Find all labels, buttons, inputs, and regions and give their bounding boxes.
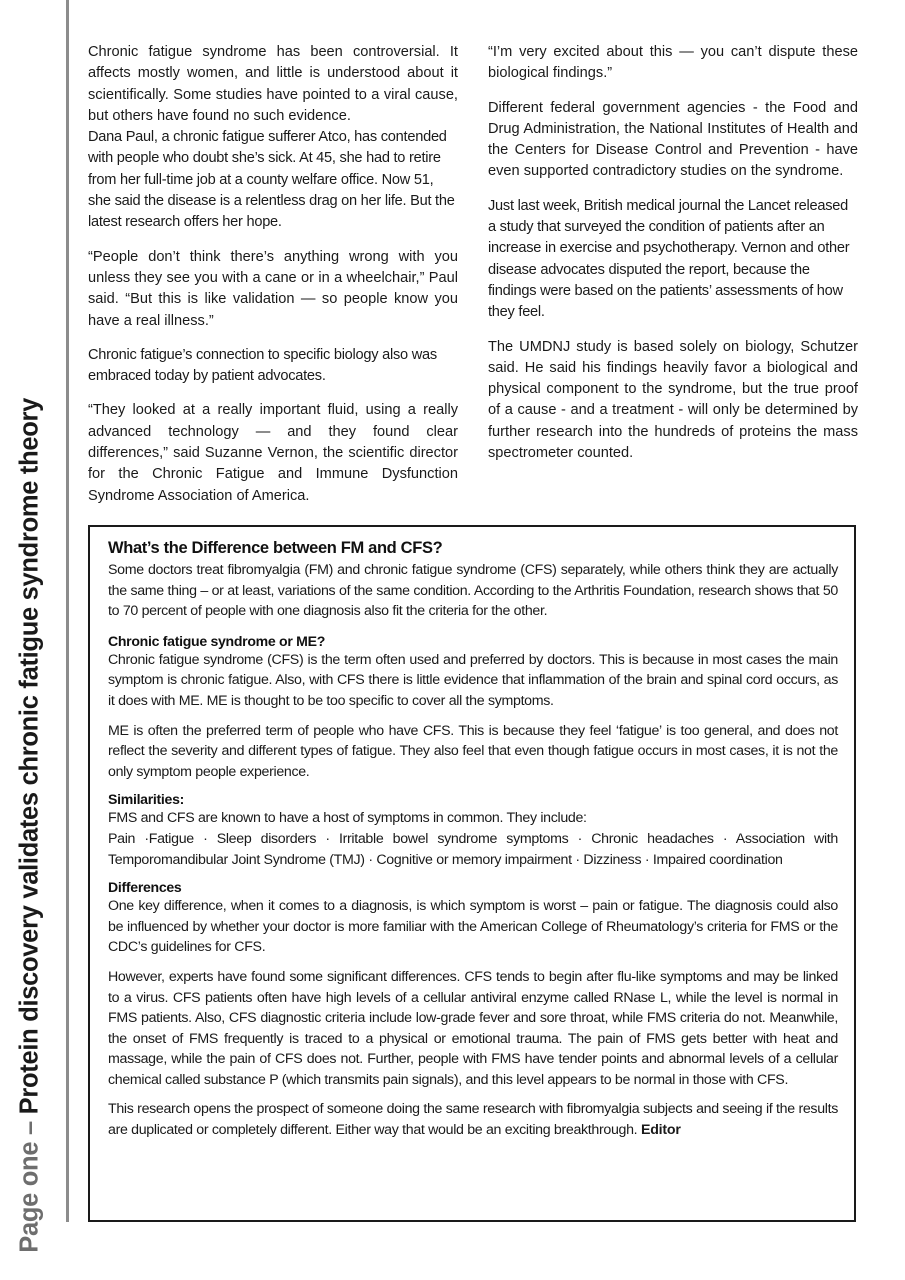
paragraph: Different federal government agencies - the Food and Drug Administration, the National Institutes of Health and the Centers for Disease Control and Prevention - have even supported contradictory studies on the syndrome. (488, 99, 858, 180)
paragraph: “I’m very excited about this — you can’t dispute these biological findings.” (488, 44, 858, 82)
page-label: Page one (15, 1141, 44, 1253)
similarities-symptom-list: Pain ·Fatigue · Sleep disorders · Irritable bowel syndrome symptoms · Chronic headaches · Association with Temporomandibular Joint Syndrome (TMJ) · Cognitive or memory impairment · Dizziness · Impaired coordination (108, 830, 838, 868)
article-column-right (488, 42, 858, 477)
heading-differences: Differences (108, 879, 182, 896)
paragraph: However, experts have found some significant differences. CFS tends to begin after flu-like symptoms and may be linked to a virus. CFS patients often have high levels of a cellular antiviral enzyme called RNase L, while the level is normal in FMS patients. Also, CFS diagnostic criteria include low-grade fever and sore throat, while FMS criteria do not. Meanwhile, the onset of FMS frequently is traced to a physical or emotional trauma. The pain of FMS gets better with heat and massage, while the pain of CFS does not. Further, people with FMS have tender points and abnormal levels of a cellular chemical called substance P (which transmits pain signals), and this level appears to be normal in those with CFS. (108, 968, 838, 1088)
paragraph: Chronic fatigue syndrome (CFS) is the term often used and preferred by doctors. This is because in most cases the main symptom is chronic fatigue. Also, with CFS there is little evidence that inflammation of the brain and spinal cord occurs, as it does with ME. ME is thought to be too specific to cover all the symptoms. (108, 651, 838, 709)
paragraph: Just last week, British medical journal the Lancet released a study that surveyed the condition of patients after an increase in exercise and psychotherapy. Vernon and other disease advocates disputed the report, because the findings were based on the patients’ assessments of how they feel. (488, 197, 850, 321)
paragraph: ME is often the preferred term of people who have CFS. This is because they feel ‘fatigue’ is too general, and does not reflect the severity and different types of fatigue. They also feel that even though fatigue occurs in most cases, it is not the only symptom people experience. (108, 722, 838, 780)
editor-signature: Editor (640, 1122, 681, 1139)
similarities-intro: FMS and CFS are known to have a host of symptoms in common. They include: (108, 810, 587, 827)
paragraph: “People don’t think there’s anything wrong with you unless they see you with a cane or in a wheelchair,” Paul said. “But this is like validation — so people know you have a real illness.” (88, 248, 458, 329)
paragraph: The UMDNJ study is based solely on biology, Schutzer said. He said his findings heavily favor a biological and physical component to the syndrome, but the true proof of a cause - and a treatment - will only be determined by further research into the hundreds of proteins the mass spectrometer counted. (488, 338, 858, 462)
page-label-separator: – (15, 1114, 44, 1142)
article-column-left (88, 42, 458, 520)
paragraph: One key difference, when it comes to a diagnosis, is which symptom is worst – pain or fatigue. The diagnosis could also be influenced by whether your doctor is more familiar with the American College of Rheumatology’s criteria for FMS or the CDC’s guidelines for CFS. (108, 898, 838, 956)
paragraph: Dana Paul, a chronic fatigue sufferer Atco, has contended with people who doubt she’s sick. At 45, she had to retire from her full-time job at a county welfare office. Now 51, she said the disease is a relentless drag on her life. But the latest research offers her hope. (88, 129, 455, 231)
info-box (88, 525, 856, 1222)
vertical-sidebar (0, 0, 88, 1280)
info-box-title: What’s the Difference between FM and CFS? (108, 539, 443, 557)
rotated-page-title (17, 33, 43, 1253)
closing-paragraph (108, 1099, 838, 1140)
heading-similarities: Similarities: (108, 791, 184, 808)
info-box-content (90, 527, 854, 1149)
paragraph: “They looked at a really important fluid, using a really advanced technology — and they found clear differences,” said Suzanne Vernon, the scientific director for the Chronic Fatigue and Immune Dysfunction Syndrome Association of America. (88, 402, 458, 504)
page-headline: Protein discovery validates chronic fatigue syndrome theory (15, 397, 44, 1115)
closing-text: This research opens the prospect of someone doing the same research with fibromyalgia subjects and seeing if the results are duplicated or completely different. Either way that would be an exciting breakthrough. (108, 1101, 838, 1139)
paragraph: Chronic fatigue’s connection to specific biology also was embraced today by patient advocates. (88, 346, 437, 385)
info-box-intro: Some doctors treat fibromyalgia (FM) and chronic fatigue syndrome (CFS) separately, while others think they are actually the same thing – or at least, variations of the same condition. According to the Arthritis Foundation, research shows that 50 to 70 percent of people with one diagnosis also fit the criteria for the other. (108, 562, 838, 620)
paragraph: Chronic fatigue syndrome has been controversial. It affects mostly women, and little is understood about it scientifically. Some studies have pointed to a viral cause, but others have found no such evidence. (88, 44, 458, 124)
vertical-divider-rule (66, 0, 69, 1222)
heading-chronic-fatigue-or-me: Chronic fatigue syndrome or ME? (108, 632, 326, 649)
